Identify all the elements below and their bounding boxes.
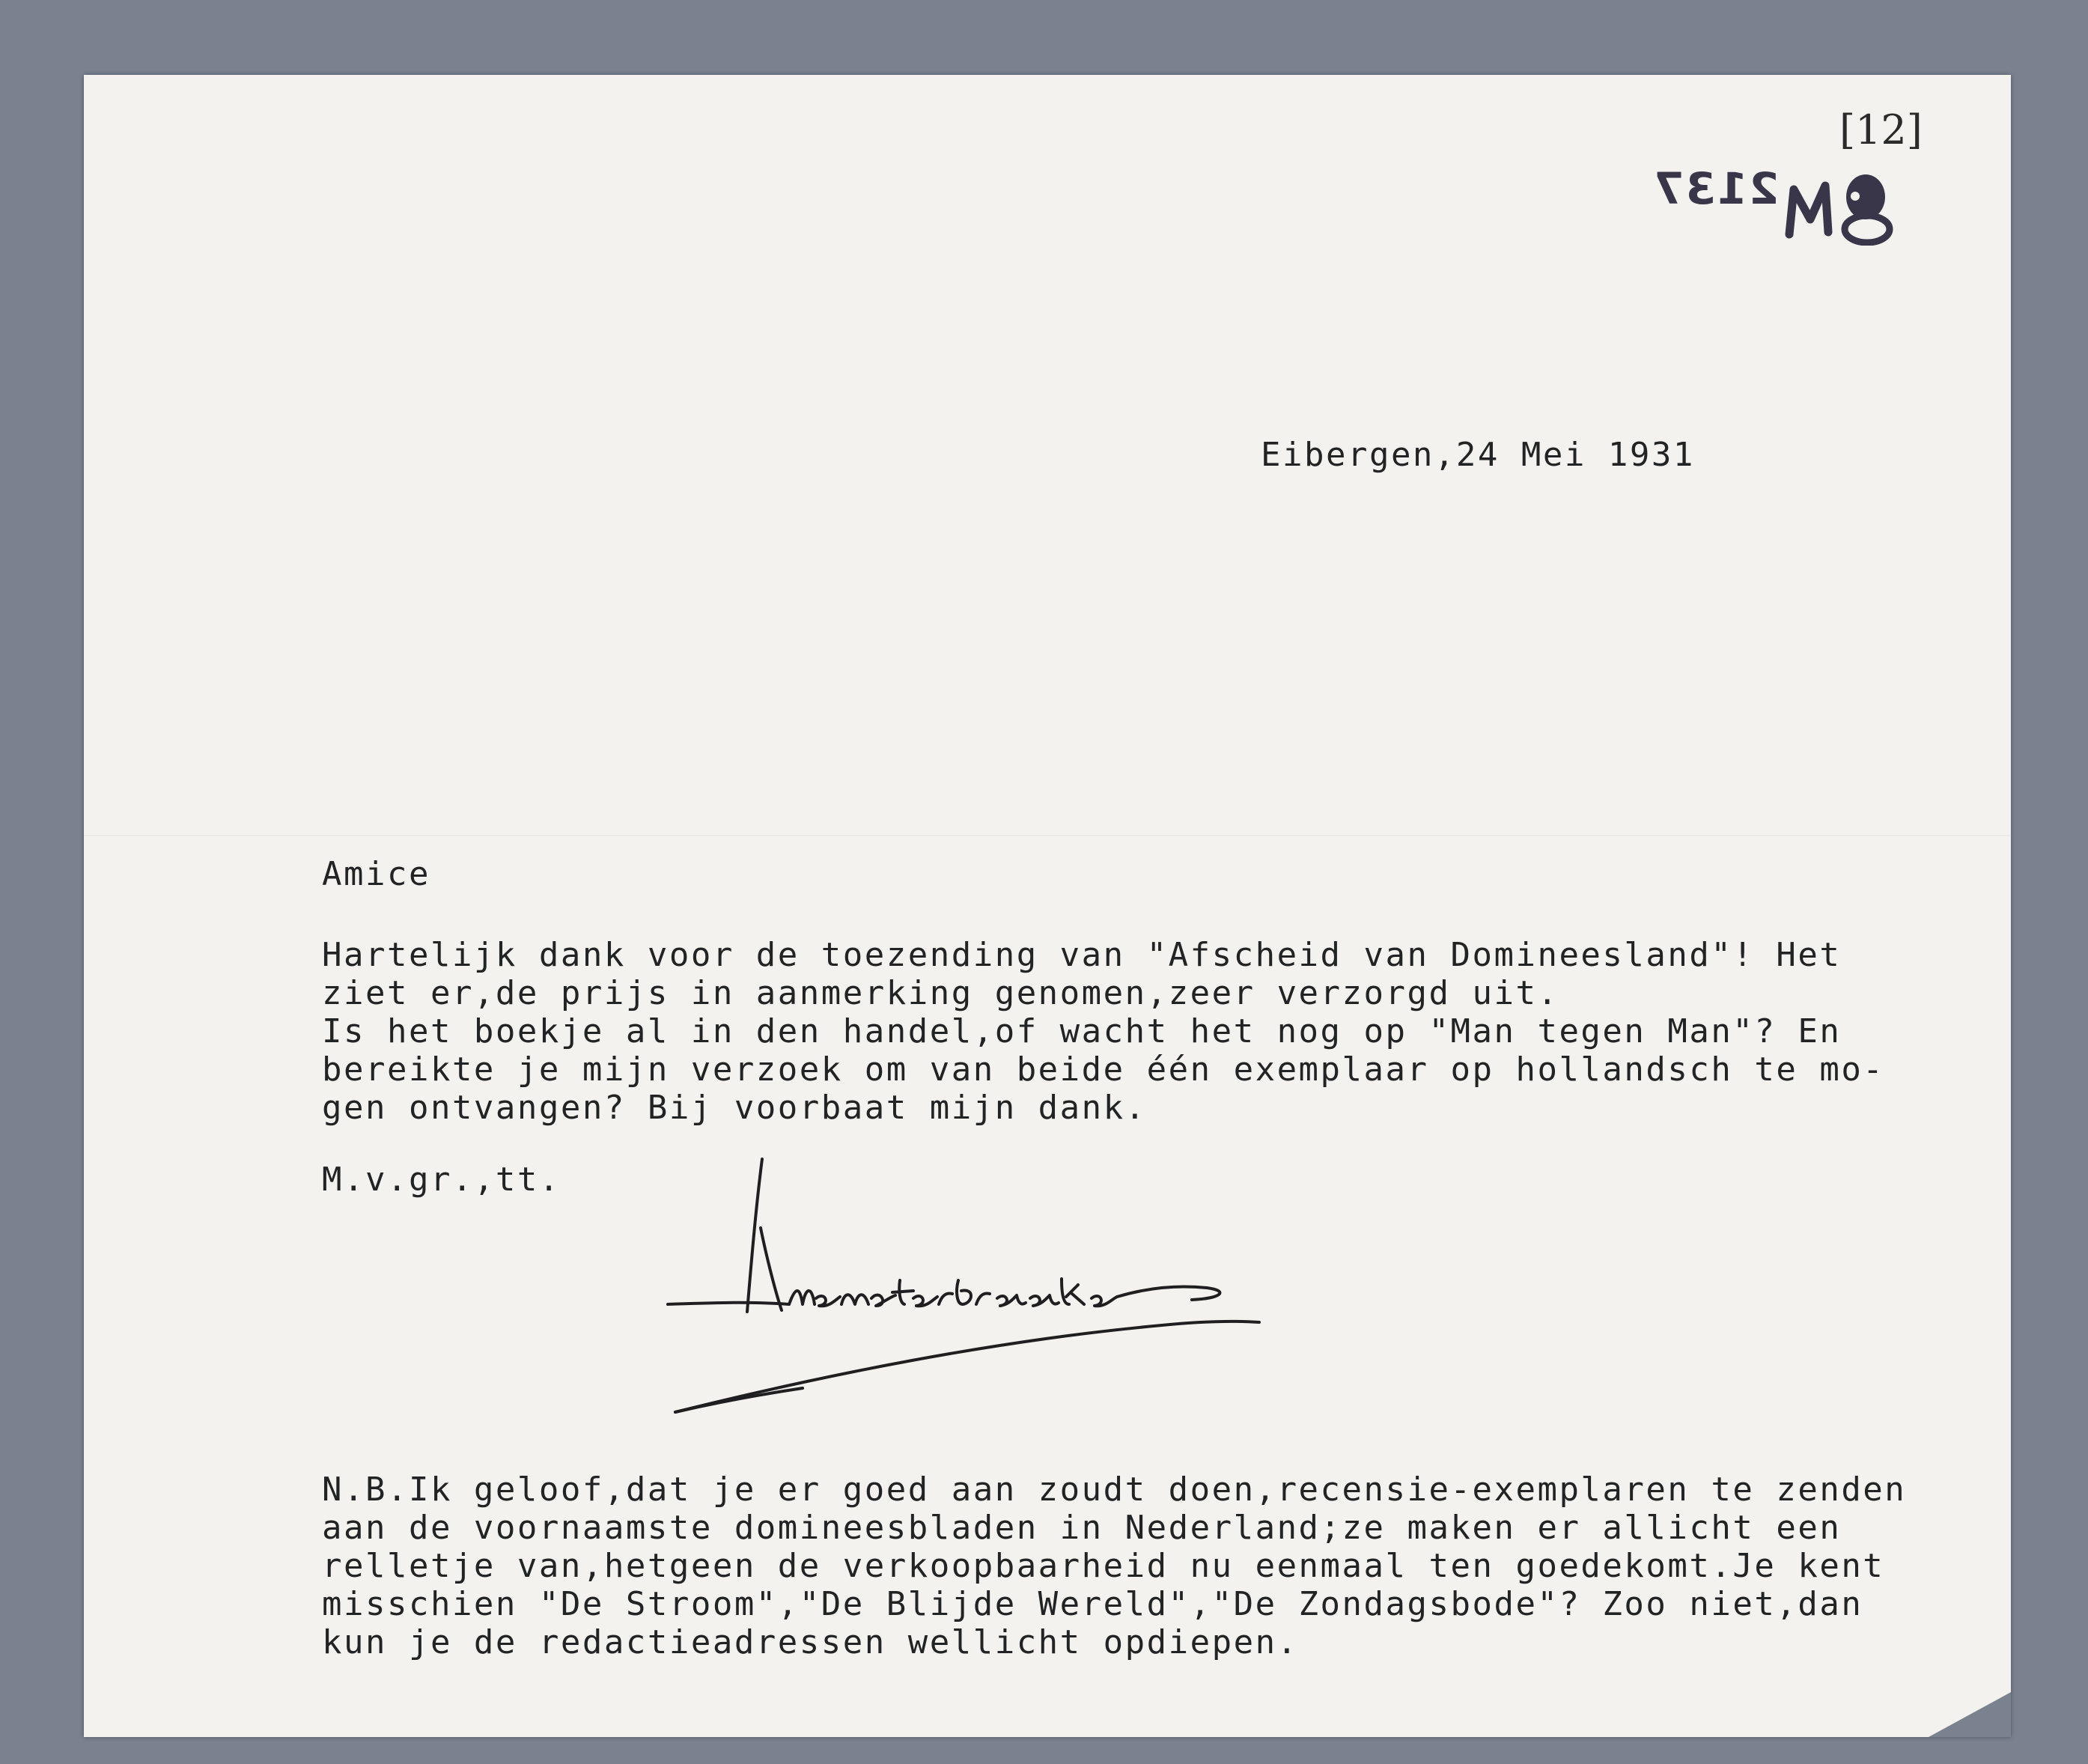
postscript-line: aan de voornaamste domineesbladen in Nederland;ze maken er allicht een: [322, 1509, 1842, 1547]
postscript-line: N.B.Ik geloof,dat je er goed aan zoudt doen,recensie-exemplaren te zenden: [322, 1470, 1907, 1509]
body-line: gen ontvangen? Bij voorbaat mijn dank.: [322, 1089, 1147, 1127]
body-line: Is het boekje al in den handel,of wacht het nog op "Man tegen Man"? En: [322, 1012, 1842, 1050]
body-line: bereikte je mijn verzoek om van beide één exemplaar op hollandsch te mo-: [322, 1050, 1885, 1089]
handwritten-signature: [578, 1138, 1297, 1423]
postscript-line: misschien "De Stroom","De Blijde Wereld","De Zondagsbode"? Zoo niet,dan: [322, 1585, 1863, 1623]
body-line: ziet er,de prijs in aanmerking genomen,zeer verzorgd uit.: [322, 974, 1559, 1012]
place-date: Eibergen,24 Mei 1931: [1261, 436, 1695, 474]
postscript-line: relletje van,hetgeen de verkoopbaarheid nu eenmaal ten goedekomt.Je kent: [322, 1547, 1885, 1585]
letter-sheet: [84, 75, 2011, 1737]
salutation: Amice: [322, 855, 430, 893]
folio-note: [12]: [1839, 106, 1923, 153]
torn-corner: [1929, 1692, 2011, 1737]
body-line: Hartelijk dank voor de toezending van "Afscheid van Domineesland"! Het: [322, 936, 1842, 974]
archive-stamp-number: 2137: [1652, 163, 1780, 214]
archive-stamp-initials-mark: [1783, 163, 1896, 246]
paper-fold-crease: [84, 835, 2011, 836]
postscript-line: kun je de redactieadressen wellicht opdiepen.: [322, 1623, 1299, 1661]
closing: M.v.gr.,tt.: [322, 1161, 561, 1199]
